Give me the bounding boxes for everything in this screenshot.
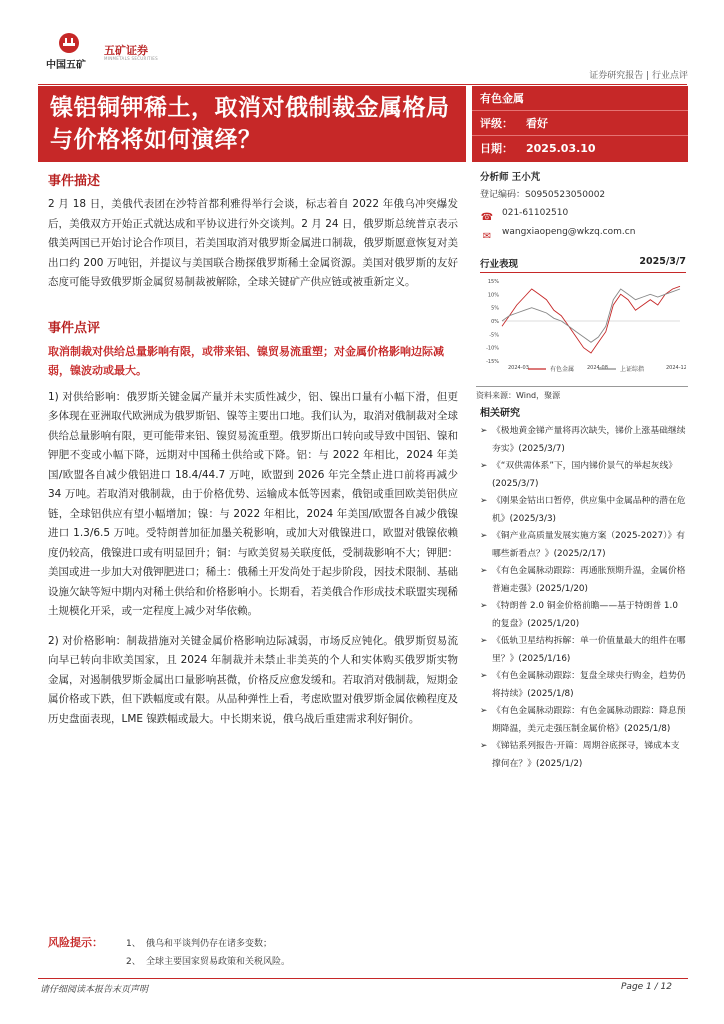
securities-name: 五矿证券 [104, 44, 148, 57]
analyst-registration: 登记编码：S0950523050002 [480, 190, 606, 200]
related-item[interactable] [480, 668, 688, 703]
disclaimer-note: 请仔细阅读本报告末页声明 [40, 985, 149, 995]
series-line-nonferrous [502, 286, 680, 353]
date-row [472, 136, 688, 161]
related-item[interactable] [480, 458, 688, 493]
sector-row [472, 86, 688, 111]
bullet-arrow-icon: ➢ [480, 461, 488, 471]
risk-label: 风险提示： [48, 936, 103, 949]
chart-source: 资料来源：Wind，聚源 [476, 391, 561, 400]
sidebar [480, 170, 688, 375]
related-item-text: 《特朗普 2.0 铜金价格前瞻——基于特朗普 1.0 的复盘》(2025/1/20) [492, 601, 678, 629]
chart-legend [480, 364, 686, 374]
page-number: Page 1 / 12 [621, 982, 672, 992]
related-item-text: 《铜产业高质量发展实施方案（2025-2027）》有哪些新看点？》(2025/2/17) [492, 531, 686, 559]
related-item[interactable] [480, 703, 688, 738]
risk-item [126, 954, 290, 967]
date-value: 2025.03.10 [526, 142, 596, 155]
bullet-arrow-icon: ➢ [480, 741, 488, 751]
performance-header [480, 256, 686, 273]
related-item-text: 《有色金属脉动跟踪：有色金属脉动跟踪：降息预期降温，美元走强压制金属价格》(2025/1/8) [492, 706, 686, 734]
phone-icon: ☎ [480, 211, 494, 223]
bullet-arrow-icon: ➢ [480, 671, 488, 681]
performance-title: 行业表现 [480, 259, 519, 270]
related-item[interactable] [480, 493, 688, 528]
minmetals-logo [46, 32, 90, 71]
comment-section-title: 事件点评 [48, 320, 101, 336]
legend-label-b: 上证综指 [620, 366, 645, 373]
rating-panel [472, 86, 688, 162]
related-item[interactable] [480, 423, 688, 458]
performance-date: 2025/3/7 [639, 256, 686, 267]
bullet-arrow-icon: ➢ [480, 496, 488, 506]
header-divider [38, 84, 687, 85]
comment-highlight: 取消制裁对供给总量影响有限，或带来铝、镍贸易流重塑；对金属价格影响边际减弱，镍波动或最大。 [48, 344, 444, 377]
related-item[interactable] [480, 528, 688, 563]
x-tick-label: 2024-12 [666, 365, 686, 371]
related-list [480, 423, 688, 773]
y-tick-label: -15% [486, 359, 499, 365]
source-divider [476, 386, 688, 387]
bullet-arrow-icon: ➢ [480, 636, 488, 646]
y-tick-label: 5% [491, 305, 499, 312]
bullet-arrow-icon: ➢ [480, 566, 488, 576]
bullet-arrow-icon: ➢ [480, 426, 488, 436]
supply-impact-paragraph: 1) 对供给影响：俄罗斯关键金属产量并未实质性减少，铝、镍出口量有小幅下滑，但更多体现在亚洲取代欧洲成为俄罗斯铝、镍等主要出口地。我们认为，取消对俄制裁对全球供给总量影响有限，更可能带来铝、镍贸易流重塑。俄罗斯出口转向或导致中国铝、镍和钾肥不变或小幅下降，远期对中国稀土供给或下降。铝：与 2022 年相比，2024 年美国/欧盟各自减少俄铝进口 18.4/44.7 万吨，欧盟到 2026 年完全禁止进口前将再减少 34 万吨。若取消对俄制裁，由于价格优势、运输成本低等因素，俄铝或重回欧美铝供应链，全球铝供应有望小幅增加；镍：与 2022 年相比，2024 年美国/欧盟各自减少俄镍进口 1.3/6.5 万吨。受特朗普加征加墨关税影响，或加大对俄镍进口，欧盟对俄镍依赖度仍较高，俄镍进口或有明显回升；铜：与欧美贸易关联度低，受制裁影响不大；钾肥：美国或进一步加大对俄钾肥进口；稀土：俄稀土开发尚处于起步阶段，因技术限制、基础设施欠缺等短中期内对稀土供给和价格影响小。长期看，若美俄合作形成技术联盟实现稀土规模化开采，或一定程度上减少对华依赖。 [48, 390, 458, 617]
related-research [480, 404, 688, 773]
risk-item [126, 936, 272, 949]
related-item-text: 《“双供需体系”下，国内锑价景气的举起灰线》(2025/3/7) [492, 461, 678, 489]
event-section-title: 事件描述 [48, 174, 101, 189]
email-address[interactable]: wangxiaopeng@wkzq.com.cn [502, 227, 636, 237]
performance-chart-svg [480, 275, 686, 375]
related-item-text: 《有色金属脉动跟踪：再通胀预期升温，金属价格普遍走强》(2025/1/20) [492, 566, 686, 594]
risk-item-text: 全球主要国家贸易政策和关税风险。 [146, 957, 291, 967]
bullet-arrow-icon: ➢ [480, 601, 488, 611]
y-tick-label: -10% [486, 345, 499, 352]
related-item-text: 《刚果金钴出口暂停，供应集中金属品种的潜在危机》(2025/3/3) [492, 496, 686, 524]
related-item-text: 《低轨卫星结构拆解：单一价值量最大的组件在哪里？》(2025/1/16) [492, 636, 686, 664]
analyst-email [480, 223, 688, 242]
phone-number: 021-61102510 [502, 208, 569, 218]
sector-name: 有色金属 [480, 92, 524, 105]
series-line-shanghai-composite [502, 289, 680, 342]
x-tick-label: 2024-08 [587, 365, 608, 371]
performance-chart [480, 275, 686, 375]
related-item[interactable] [480, 633, 688, 668]
logo-icon [58, 32, 80, 54]
risk-item-text: 俄乌和平谈判仍存在诸多变数； [146, 939, 273, 949]
y-tick-label: -5% [489, 332, 499, 339]
x-tick-label: 2024-03 [508, 365, 529, 371]
analyst-phone [480, 204, 688, 223]
bullet-arrow-icon: ➢ [480, 531, 488, 541]
related-item[interactable] [480, 563, 688, 598]
related-item-text: 《锑钴系列报告·开篇：周期谷底探寻，锑成本支撑何在？》(2025/1/2) [492, 741, 680, 769]
report-type: 证券研究报告 | 行业点评 [589, 71, 688, 81]
title-line-1: 镍铝铜钾稀土，取消对俄制裁金属格局 [50, 95, 450, 121]
email-icon: ✉ [482, 230, 492, 242]
y-tick-label: 0% [491, 319, 499, 325]
related-item-text: 《有色金属脉动跟踪：复盘全球央行购金，趋势仍将持续》(2025/1/8) [492, 671, 686, 699]
footer-divider [38, 978, 688, 979]
rating-value: 看好 [526, 117, 548, 130]
analyst-name: 分析师 王小芃 [480, 172, 541, 183]
risk-item-number: 1、 [126, 939, 141, 949]
legend-svg [480, 364, 686, 374]
rating-row [472, 111, 688, 136]
page-header [38, 30, 688, 81]
y-tick-label: 10% [487, 292, 499, 299]
bullet-arrow-icon: ➢ [480, 706, 488, 716]
y-tick-label: 15% [487, 279, 499, 285]
securities-name-en: MINMETALS SECURITIES [104, 56, 158, 61]
related-item[interactable] [480, 598, 688, 633]
company-name: 中国五矿 [46, 60, 86, 71]
event-description: 2 月 18 日，美俄代表团在沙特首都利雅得举行会谈，标志着自 2022 年俄乌冲突爆发后，美俄双方开始正式就达成和平协议进行外交谈判。2 月 24 日，俄罗斯总统普京表示俄美两国已开始讨论合作项目，若美国取消对俄罗斯金属进口制裁，俄罗斯愿意恢复对美出口约 200 万吨铝，并提议与美国联合勘探俄罗斯稀土金属资源。美国对俄罗斯的友好态度可能导致俄罗斯金属贸易制裁被解除，全球关键矿产供应链或被重新定义。 [48, 198, 458, 288]
title-line-2: 与价格将如何演绎？ [50, 127, 262, 153]
price-impact-paragraph: 2) 对价格影响：制裁措施对关键金属价格影响边际减弱，市场反应钝化。俄罗斯贸易流向早已转向非欧美国家，且 2024 年制裁并未禁止非美英的个人和实体购买俄罗斯实物金属，对遏制俄罗斯金属出口量影响甚微，价格反应愈发缓和。若取消对俄制裁，短期金属价格或下跌，但下跌幅度或有限。从品种弹性上看，考虑欧盟对俄罗斯金属依赖程度及历史盘面表现，LME 镍跌幅或最大。中长期来说，俄乌战后重建需求利好铜价。 [48, 634, 458, 725]
related-title: 相关研究 [480, 408, 520, 419]
rating-label: 评级： [480, 117, 513, 130]
related-item[interactable] [480, 738, 688, 773]
related-item-text: 《极地黄金锑产量将再次缺失，锑价上涨基础继续夯实》(2025/3/7) [492, 426, 686, 454]
report-title [50, 92, 454, 156]
legend-label-a: 有色金属 [550, 366, 575, 373]
date-label: 日期： [480, 142, 513, 155]
main-content [48, 170, 458, 729]
risk-item-number: 2、 [126, 957, 141, 967]
title-banner [38, 86, 466, 162]
